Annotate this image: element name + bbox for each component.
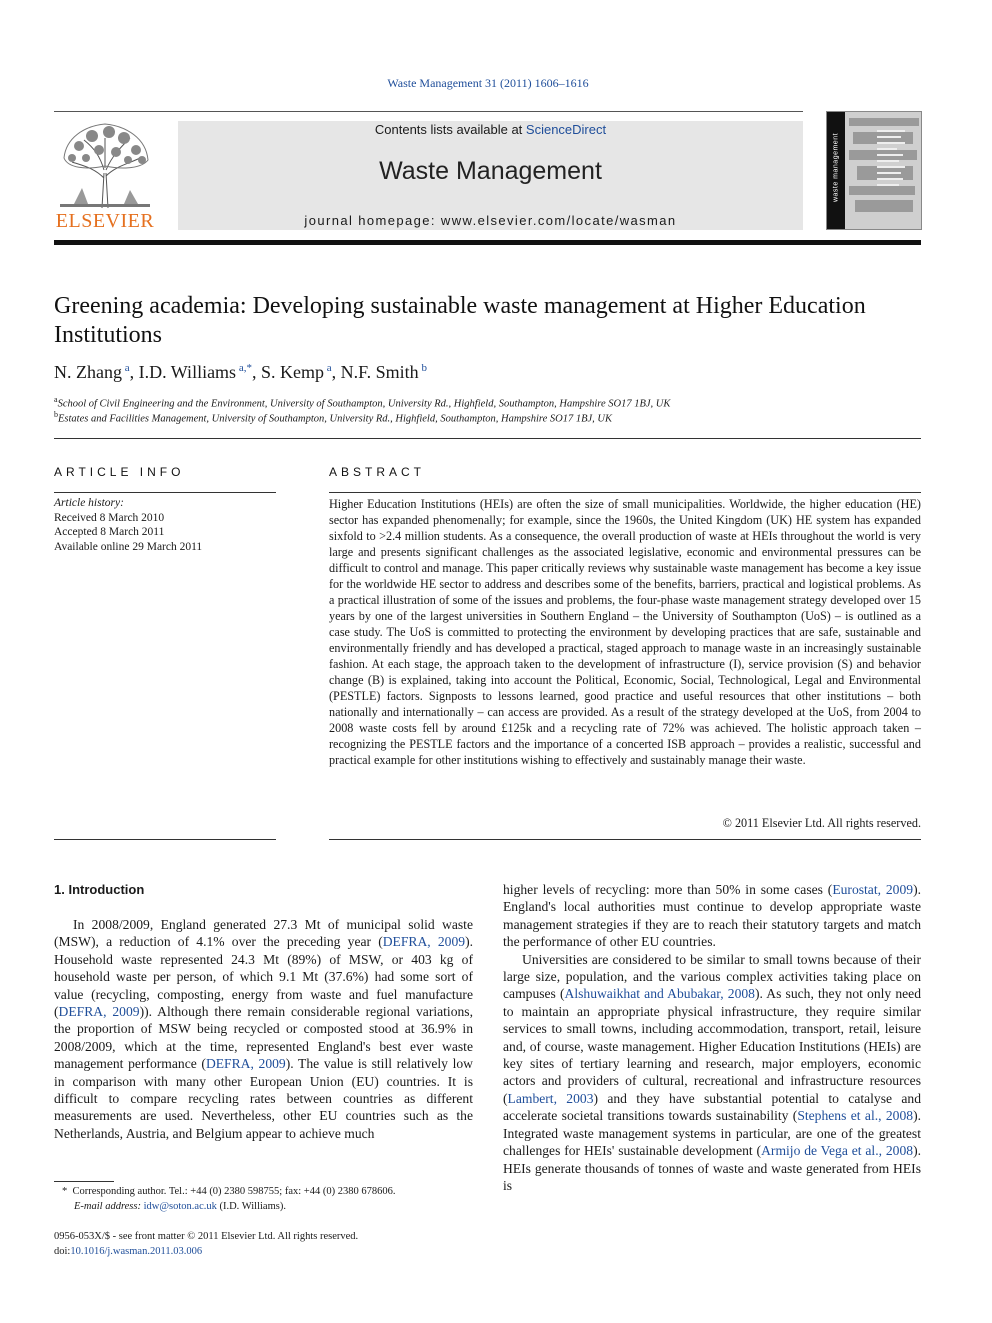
history-received: Received 8 March 2010 xyxy=(54,511,165,524)
contents-available-line xyxy=(178,121,803,137)
doi-label: doi: xyxy=(54,1245,71,1257)
body-paragraph xyxy=(54,916,473,1142)
abstract-paragraph: Higher Education Institutions (HEIs) are often the size of small municipalities. Worldwide, the higher education (HE) sector has expanded phenomenally; for example, since the 1960s, the United Kingdom (UK) HE system has expanded sixfold to >2.4 million students. As a consequence, the overall production of waste at HEIs throughout the world is very large and presents significant challenges as the associated legislative, economic and environmental pressures can be difficult to control and manage. This paper critically reviews why sustainable waste management has become a key issue for the worldwide HE sector to address and describes some of the benefits, barriers, practical and logistical problems. As a practical illustration of some of the issues and problems, the four-phase waste management strategy developed over 15 years by one of the largest universities in Southern England – the University of Southampton (UoS) – is outlined as a case study. The UoS is committed to protecting the environment by developing practices that are safe, sustainable and environmentally friendly and has developed a practical, staged approach to manage waste in an increasingly sustainable fashion. At each stage, the approach taken to the development of infrastructure (I), service provision (S) and behavior change (B) is explained, taking into account the Political, Economic, Social, Technological, Legal and Environmental (PESTLE) factors. Signposts to lessons learned, good practice and useful resources that other institutions – both nationally and internationally – can access are provided. As a result of the strategy developed at the UoS, from 2004 to 2008 waste costs fell by around £125k and a recycling rate of 72% was achieved. The holistic approach taken – recognizing the PESTLE factors and the importance of a concerted ISB approach – provides a realistic, successful and practical example for other institutions wishing to effectively and sustainably manage their waste. xyxy=(329,497,921,767)
footnote-rule xyxy=(54,1181,114,1182)
body-column-left xyxy=(54,916,473,1142)
sciencedirect-link[interactable]: ScienceDirect xyxy=(525,122,607,137)
body-text: ). HEIs generate thousands of tonnes of waste and waste generated from HEIs is xyxy=(503,1143,921,1193)
author-affiliation-mark[interactable]: a,* xyxy=(236,362,252,374)
homepage-url[interactable]: www.elsevier.com/locate/wasman xyxy=(440,213,677,228)
citation-link[interactable]: DEFRA, 2009 xyxy=(205,1056,286,1072)
abstract-bottom-rule xyxy=(329,839,921,840)
author-affiliation-mark[interactable]: b xyxy=(418,362,427,374)
doi-link[interactable]: 10.1016/j.wasman.2011.03.006 xyxy=(70,1245,203,1257)
body-text: ) and they have substantial potential to catalyse and accelerate societal transitions towards sustainability ( xyxy=(503,1090,922,1124)
affiliation-mark: b xyxy=(54,410,58,419)
history-online: Available online 29 March 2011 xyxy=(54,540,203,553)
front-matter-line: 0956-053X/$ - see front matter © 2011 Elsevier Ltd. All rights reserved. xyxy=(54,1231,359,1242)
email-suffix: (I.D. Williams). xyxy=(216,1200,286,1212)
body-column-right xyxy=(503,881,921,1194)
footnote-star: * xyxy=(62,1186,68,1197)
homepage-prefix: journal homepage: xyxy=(304,213,441,228)
abstract-heading: ABSTRACT xyxy=(329,465,426,479)
body-paragraph xyxy=(503,881,921,951)
body-text: Universities are considered to be similar to small towns because of their large size, population, and the various complex activities taking place on campuses ( xyxy=(503,951,921,1002)
article-title: Greening academia: Developing sustainable waste management at Higher Education Institutions xyxy=(54,293,866,348)
author-separator: , xyxy=(129,362,139,382)
history-label: Article history: xyxy=(54,497,124,509)
affiliation-text: Estates and Facilities Management, University of Southampton, University Rd., Highfield, Southampton, Hampshire SO17 1BJ, UK xyxy=(58,413,613,425)
body-text: ). Household waste represented 24.3 Mt (89%) of MSW, or 403 kg of household waste per person, of which 9.1 Mt (37.6%) had some sort of value (recycling, composting, energy from waste and fuel manufacture ( xyxy=(54,934,473,1020)
journal-cover-thumbnail[interactable] xyxy=(826,111,922,230)
body-text: higher levels of recycling: more than 50% in some cases ( xyxy=(503,882,833,897)
body-text: ). England's local authorities must continue to develop appropriate waste management strategies if they are to reach their statutory targets and match the performance of other EU countries. xyxy=(503,882,921,950)
author-affiliation-mark[interactable]: a xyxy=(121,362,130,374)
corresponding-author-footnote xyxy=(54,1185,474,1214)
citation-link[interactable]: DEFRA, 2009 xyxy=(58,1004,140,1020)
author-affiliation-mark[interactable]: a xyxy=(323,362,332,374)
citation-link[interactable]: Lambert, 2003 xyxy=(507,1090,594,1106)
author-list xyxy=(54,362,427,383)
abstract-text xyxy=(329,496,921,768)
author-name: N.F. Smith xyxy=(340,362,419,382)
journal-homepage-line xyxy=(178,213,803,228)
copyright-notice: © 2011 Elsevier Ltd. All rights reserved. xyxy=(722,816,921,830)
elsevier-wordmark: ELSEVIER xyxy=(55,210,155,232)
masthead-rule xyxy=(54,240,921,245)
body-text: ). Integrated waste management systems in particular, are one of the greatest challenges for HEIs' sustainable development ( xyxy=(503,1108,922,1159)
affiliation-mark: a xyxy=(54,395,58,404)
author-separator: , xyxy=(251,362,261,382)
article-info-rule xyxy=(54,492,276,493)
article-history xyxy=(54,496,202,554)
affiliation-a xyxy=(54,395,670,410)
header-rule xyxy=(54,111,803,112)
author-separator: , xyxy=(331,362,341,382)
body-text: ). The value is still relatively low in comparison with many other European Union (EU) countries. It is difficult to compare recycling rates between countries as different measurements are used. Nevertheless, other EU countries such as the Netherlands, Austria, and Belgium appear to achieve much xyxy=(54,1056,473,1141)
citation-link[interactable]: Armijo de Vega et al., 2008 xyxy=(761,1143,914,1159)
journal-citation[interactable]: Waste Management 31 (2011) 1606–1616 xyxy=(387,76,589,90)
section-heading-introduction: 1. Introduction xyxy=(54,882,145,897)
citation-link[interactable]: Eurostat, 2009 xyxy=(832,882,914,897)
email-label: E-mail address: xyxy=(74,1200,144,1212)
author-name: N. Zhang xyxy=(54,362,122,382)
front-matter-info xyxy=(54,1230,358,1259)
journal-masthead xyxy=(178,121,803,230)
cover-title: waste management xyxy=(832,132,840,203)
journal-name: Waste Management xyxy=(379,157,602,185)
author-name: S. Kemp xyxy=(260,362,324,382)
citation-link[interactable]: Alshuwaikhat and Abubakar, 2008 xyxy=(564,986,755,1002)
body-paragraph xyxy=(503,951,921,1195)
author-name: I.D. Williams xyxy=(138,362,237,382)
article-info-bottom-rule xyxy=(54,839,276,840)
affiliation-b xyxy=(54,410,612,425)
email-link[interactable]: idw@soton.ac.uk xyxy=(143,1200,217,1212)
abstract-rule xyxy=(329,492,921,493)
affiliation-rule xyxy=(54,438,921,439)
affiliation-text: School of Civil Engineering and the Environment, University of Southampton, University Rd., Highfield, Southampton, Hampshire SO17 1BJ, UK xyxy=(57,398,671,410)
citation-link[interactable]: Stephens et al., 2008 xyxy=(797,1108,914,1124)
citation-link[interactable]: DEFRA, 2009 xyxy=(382,934,466,950)
history-accepted: Accepted 8 March 2011 xyxy=(54,526,165,538)
contents-prefix: Contents lists available at xyxy=(374,122,526,137)
footnote-corresponding: Corresponding author. Tel.: +44 (0) 2380 598755; fax: +44 (0) 2380 678606. xyxy=(72,1186,396,1197)
body-text: )). Although there remain considerable regional variations, the proportion of MSW being recycled or composted stood at 36.9% in 2008/2009, which at the time, represented England's best ever waste management performance ( xyxy=(54,1004,473,1072)
body-text: ). As such, they not only need to maintain an appropriate physical infrastructure, they require similar services to small towns, including accommodation, transport, retail, leisure and, of course, waste management. Higher Education Institutions (HEIs) are key sites of tertiary learning and research, major employers, economic actors and providers of cultural, recreational and infrastructure resources ( xyxy=(503,986,921,1106)
article-info-heading: ARTICLE INFO xyxy=(54,465,185,479)
body-text: In 2008/2009, England generated 27.3 Mt of municipal solid waste (MSW), a reduction of 4.1% over the preceding year ( xyxy=(54,917,473,950)
